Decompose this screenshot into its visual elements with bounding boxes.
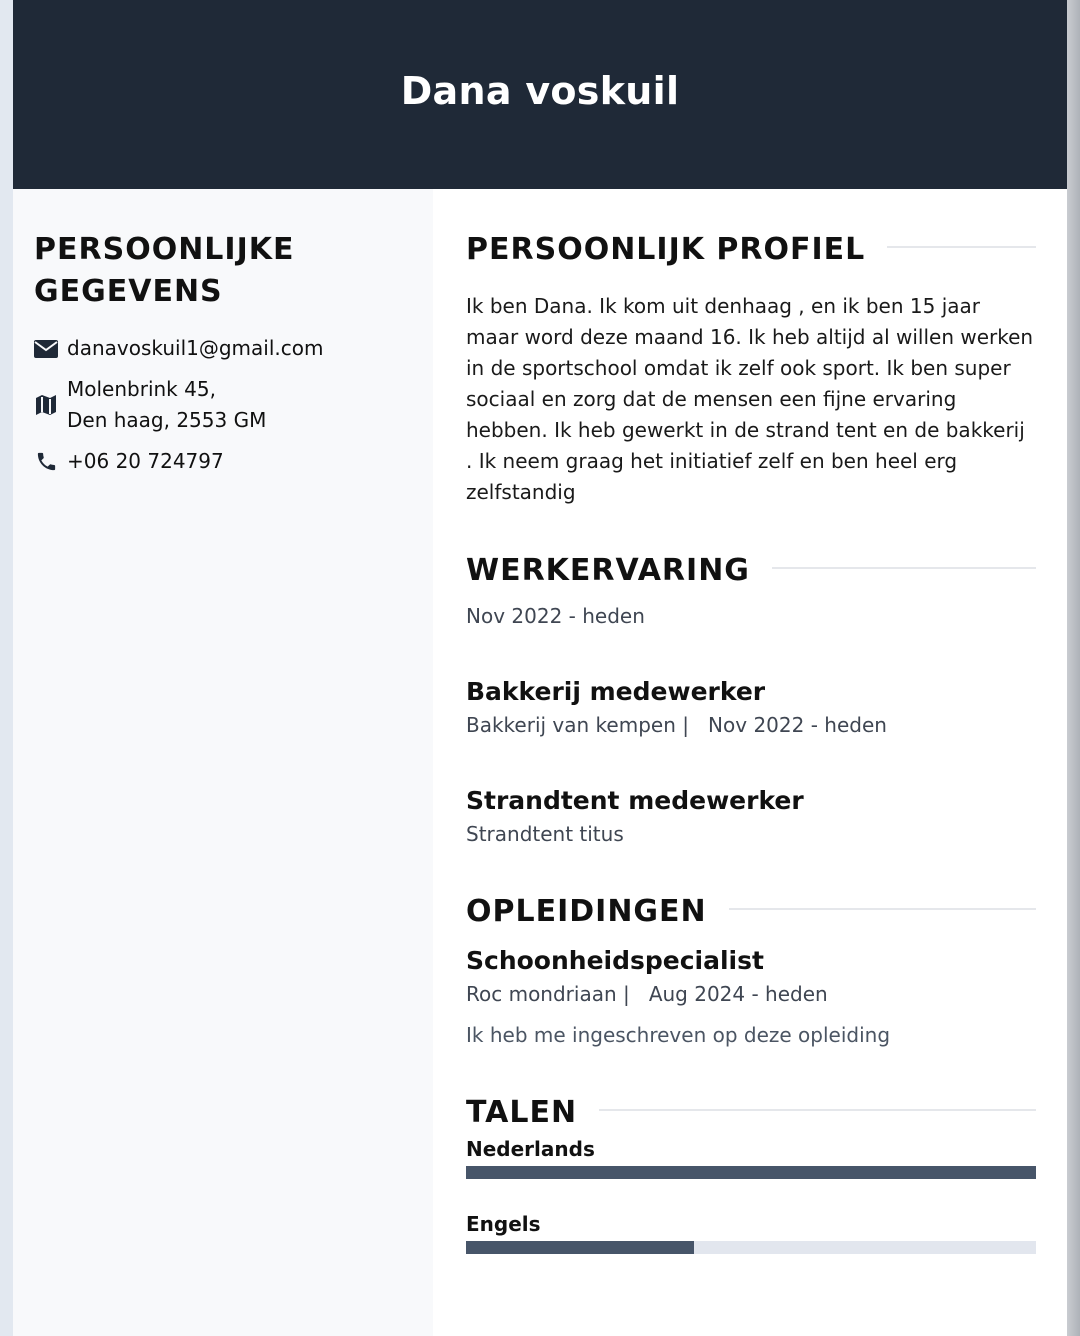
language-level-bar [466, 1166, 1036, 1179]
resume-page [13, 0, 1067, 1336]
languages-title-text: TALEN [466, 1095, 578, 1130]
contact-phone [34, 446, 224, 477]
experience-period: Nov 2022 - heden [466, 604, 645, 628]
education-title-text: OPLEIDINGEN [466, 894, 707, 929]
sidebar [13, 189, 433, 1336]
section-divider [772, 567, 1036, 569]
education-title: Schoonheidspecialist [466, 946, 764, 975]
experience-title-text: WERKERVARING [466, 553, 750, 588]
profile-section-title [466, 230, 1036, 270]
language-level-fill [466, 1166, 1036, 1179]
section-divider [729, 908, 1036, 910]
window-edge [1067, 0, 1080, 1336]
language-level-bar [466, 1241, 1036, 1254]
email-text: danavoskuil1@gmail.com [67, 336, 324, 360]
education-description: Ik heb me ingeschreven op deze opleiding [466, 1023, 891, 1047]
map-icon [34, 393, 58, 417]
job-subtitle: Strandtent titus [466, 822, 624, 846]
job-title: Strandtent medewerker [466, 786, 804, 815]
education-section-title [466, 892, 1036, 932]
address-line2: Den haag, 2553 GM [67, 408, 267, 432]
contact-address [34, 374, 266, 436]
experience-section-title [466, 551, 1036, 591]
language-level-fill [466, 1241, 694, 1254]
address-line1: Molenbrink 45, [67, 377, 216, 401]
sidebar-title: PERSOONLIJKE GEGEVENS [34, 232, 295, 309]
person-name: Dana voskuil [400, 68, 680, 113]
profile-text: Ik ben Dana. Ik kom uit denhaag , en ik ben 15 jaar maar word deze maand 16. Ik heb altijd al willen werken in de sportschool omdat ik zelf ook sport. Ik ben super sociaal en zorg dat de mensen een fijne ervaring hebben. Ik heb gewerkt in de strand tent en de bakkerij . Ik neem graag het initiatief zelf en ben heel erg zelfstandig [466, 294, 1034, 504]
job-subtitle: Bakkerij van kempen | Nov 2022 - heden [466, 713, 887, 737]
phone-text: +06 20 724797 [67, 449, 224, 473]
section-divider [887, 246, 1036, 248]
language-name: Nederlands [466, 1137, 595, 1161]
languages-section-title [466, 1093, 1036, 1133]
language-name: Engels [466, 1212, 541, 1236]
resume-header [13, 0, 1067, 189]
profile-title-text: PERSOONLIJK PROFIEL [466, 232, 866, 267]
section-divider [599, 1109, 1036, 1111]
phone-icon [34, 450, 58, 474]
job-title: Bakkerij medewerker [466, 677, 766, 706]
envelope-icon [34, 337, 58, 361]
contact-email [34, 333, 323, 364]
education-subtitle: Roc mondriaan | Aug 2024 - heden [466, 982, 828, 1006]
